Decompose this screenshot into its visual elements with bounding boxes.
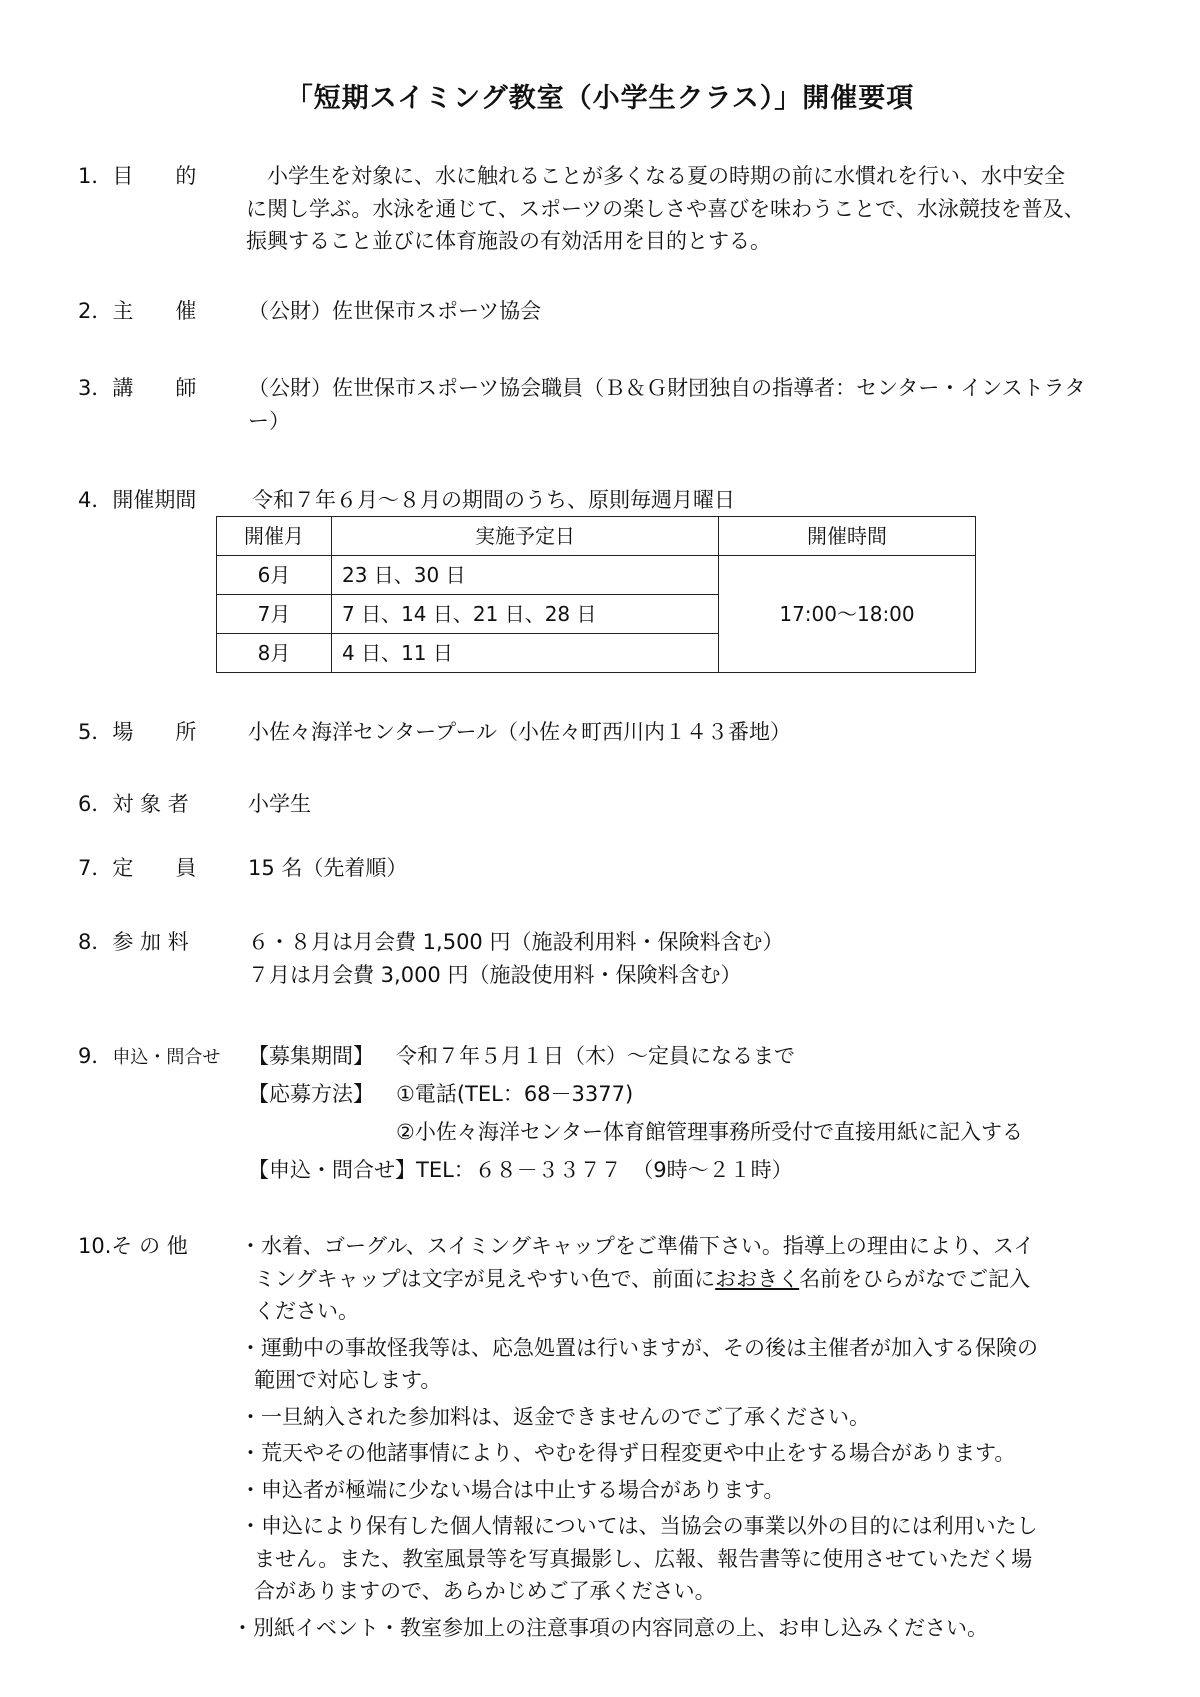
column-header: 開催時間 bbox=[719, 517, 976, 556]
section-label: 5．場 所 bbox=[78, 720, 197, 744]
note-text: 合がありますので、あらかじめご了承ください。 bbox=[254, 1579, 716, 1604]
note-text: ・一旦納入された参加料は、返金できませんのでご了承ください。 bbox=[240, 1404, 870, 1429]
contact-info: 【申込・問合せ】TEL：６８－３３７７ （9時～２１時） bbox=[248, 1158, 793, 1182]
section-label-number: 9． bbox=[78, 1044, 113, 1068]
note-text: 範囲で対応します。 bbox=[254, 1368, 442, 1393]
period-label: 【募集期間】 bbox=[248, 1044, 374, 1068]
table-row bbox=[217, 556, 976, 595]
column-header: 開催月 bbox=[217, 517, 332, 556]
section-text: 小学生 bbox=[248, 792, 311, 816]
month-cell: 8月 bbox=[217, 634, 332, 673]
section-label: 1．目 的 bbox=[78, 164, 197, 188]
note-text bbox=[240, 1263, 1140, 1296]
schedule-table bbox=[216, 516, 976, 673]
section-text: ７月は月会費 3,000 円（施設使用料・保険料含む） bbox=[248, 962, 742, 987]
section-text: （公財）佐世保市スポーツ協会職員（Ｂ＆Ｇ財団独自の指導者：センター・インストラタ bbox=[248, 376, 1086, 400]
section-text: （公財）佐世保市スポーツ協会 bbox=[248, 299, 542, 323]
section-label: 8．参 加 料 bbox=[78, 930, 189, 954]
section-label: 3．講 師 bbox=[78, 376, 197, 400]
dates-cell: 4 日、11 日 bbox=[332, 634, 719, 673]
method-label: 【応募方法】 bbox=[248, 1082, 374, 1106]
section-text: ー） bbox=[248, 408, 290, 433]
column-header: 実施予定日 bbox=[332, 517, 719, 556]
note-text: ・申込者が極端に少ない場合は中止する場合があります。 bbox=[240, 1477, 785, 1502]
note-text: ません。また、教室風景等を写真撮影し、広報、報告書等に使用させていただく場 bbox=[254, 1546, 1033, 1571]
note-text: ・別紙イベント・教室参加上の注意事項の内容同意の上、お申し込みください。 bbox=[232, 1616, 988, 1641]
table-header-row bbox=[217, 517, 976, 556]
month-cell: 7月 bbox=[217, 595, 332, 634]
dates-cell: 23 日、30 日 bbox=[332, 556, 719, 595]
method-counter: ②小佐々海洋センター体育館管理事務所受付で直接用紙に記入する bbox=[396, 1120, 1023, 1144]
month-cell: 6月 bbox=[217, 556, 332, 595]
section-text: に関し学ぶ。水泳を通じて、スポーツの楽しさや喜びを味わうことで、水泳競技を普及、 bbox=[246, 196, 1085, 221]
section-label: 10.そ の 他 bbox=[78, 1234, 188, 1258]
section-text: 小学生を対象に、水に触れることが多くなる夏の時期の前に水慣れを行い、水中安全 bbox=[246, 164, 1065, 188]
section-text: 振興すること並びに体育施設の有効活用を目的とする。 bbox=[246, 229, 771, 254]
time-cell: 17:00～18:00 bbox=[719, 556, 976, 673]
note-text: ・申込により保有した個人情報については、当協会の事業以外の目的には利用いたし bbox=[240, 1514, 1038, 1539]
section-label bbox=[78, 1040, 220, 1073]
section-text: 小佐々海洋センタープール（小佐々町西川内１４３番地） bbox=[248, 720, 792, 744]
section-label: 2．主 催 bbox=[78, 299, 197, 323]
section-text: 15 名（先着順） bbox=[248, 856, 408, 880]
note-text: ・水着、ゴーグル、スイミングキャップをご準備下さい。指導上の理由により、スイ bbox=[240, 1234, 1035, 1258]
section-label: 7．定 員 bbox=[78, 856, 197, 880]
dates-cell: 7 日、14 日、21 日、28 日 bbox=[332, 595, 719, 634]
section-label: 4．開催期間 bbox=[78, 488, 197, 512]
method-phone: ①電話(TEL：68－3377) bbox=[396, 1082, 634, 1106]
section-label-text: 申込・問合せ bbox=[112, 1047, 221, 1068]
section-text: 令和７年６月～８月の期間のうち、原則毎週月曜日 bbox=[252, 488, 735, 512]
note-text-part: 名前をひらがなでご記入 bbox=[799, 1266, 1031, 1291]
section-label: 6．対 象 者 bbox=[78, 792, 189, 816]
emphasis-underline: おおきく bbox=[715, 1266, 800, 1291]
period-value: 令和７年５月１日（木）～定員になるまで bbox=[396, 1044, 795, 1068]
note-text: ・荒天やその他諸事情により、やむを得ず日程変更や中止をする場合があります。 bbox=[240, 1441, 1016, 1466]
note-text: ・運動中の事故怪我等は、応急処置は行いますが、その後は主催者が加入する保険の bbox=[240, 1335, 1038, 1360]
note-text: ください。 bbox=[254, 1299, 359, 1324]
note-text-part: ミングキャップは文字が見えやすい色で、前面に bbox=[254, 1266, 716, 1291]
section-text: ６・８月は月会費 1,500 円（施設利用料・保険料含む） bbox=[248, 930, 784, 954]
page-title: 「短期スイミング教室（小学生クラス）」開催要項 bbox=[285, 83, 915, 114]
